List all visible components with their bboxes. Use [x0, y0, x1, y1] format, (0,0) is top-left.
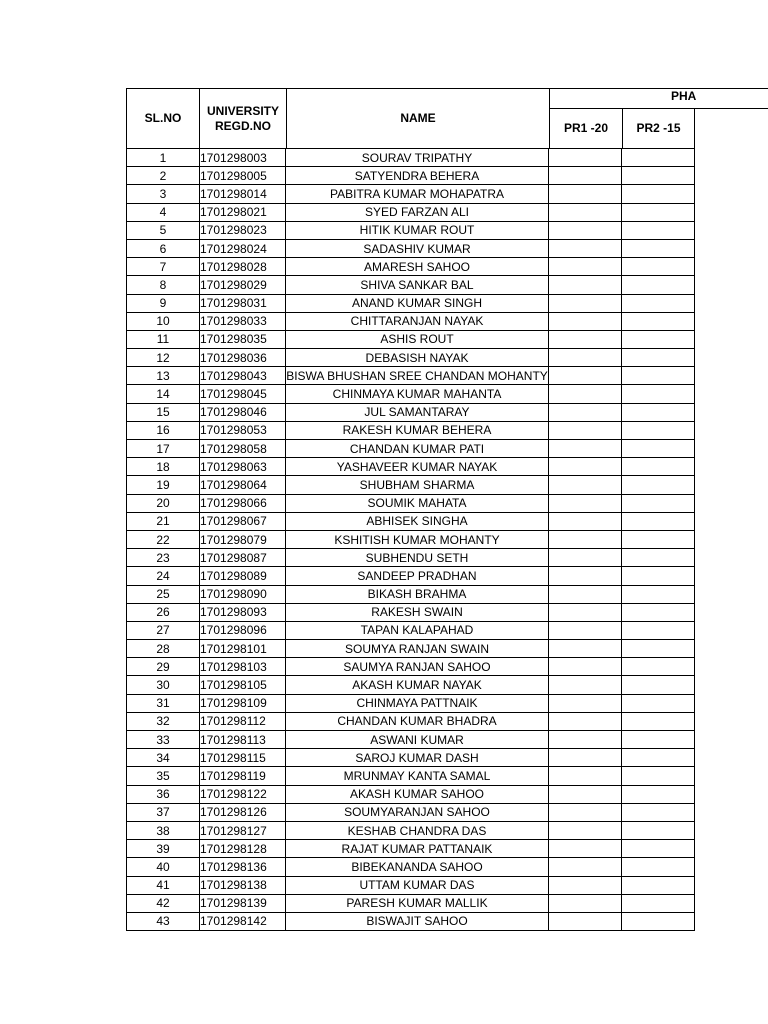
cell-sl-no: 20 [127, 494, 200, 512]
cell-name: SHIVA SANKAR BAL [286, 276, 549, 294]
cell-sl-no: 32 [127, 712, 200, 730]
table-row [127, 221, 695, 239]
table-row [127, 312, 695, 330]
cell-pr1-mark [549, 185, 622, 203]
cell-name: CHINMAYA KUMAR MAHANTA [286, 385, 549, 403]
table-row [127, 694, 695, 712]
header-pr2-label: PR2 -15 [636, 121, 681, 135]
cell-pr2-mark [622, 367, 695, 385]
cell-name: ABHISEK SINGHA [286, 512, 549, 530]
table-row [127, 276, 695, 294]
cell-sl-no: 40 [127, 858, 200, 876]
cell-pr1-mark [549, 276, 622, 294]
cell-sl-no: 28 [127, 640, 200, 658]
cell-pr2-mark [622, 803, 695, 821]
cell-sl-no: 5 [127, 221, 200, 239]
cell-pr1-mark [549, 621, 622, 639]
cell-name: BIBEKANANDA SAHOO [286, 858, 549, 876]
cell-pr2-mark [622, 294, 695, 312]
table-row [127, 821, 695, 839]
cell-pr2-mark [622, 858, 695, 876]
cell-sl-no: 25 [127, 585, 200, 603]
cell-regd-no: 1701298033 [200, 312, 286, 330]
cell-sl-no: 12 [127, 349, 200, 367]
cell-regd-no: 1701298113 [200, 731, 286, 749]
cell-pr2-mark [622, 221, 695, 239]
cell-sl-no: 23 [127, 549, 200, 567]
cell-regd-no: 1701298090 [200, 585, 286, 603]
cell-pr1-mark [549, 894, 622, 912]
cell-pr2-mark [622, 458, 695, 476]
cell-sl-no: 7 [127, 258, 200, 276]
cell-pr1-mark [549, 785, 622, 803]
table-row [127, 294, 695, 312]
cell-pr1-mark [549, 530, 622, 548]
cell-sl-no: 6 [127, 239, 200, 257]
cell-sl-no: 10 [127, 312, 200, 330]
cell-pr1-mark [549, 712, 622, 730]
cell-sl-no: 30 [127, 676, 200, 694]
cell-regd-no: 1701298139 [200, 894, 286, 912]
cell-pr1-mark [549, 840, 622, 858]
cell-pr2-mark [622, 149, 695, 167]
cell-name: RAJAT KUMAR PATTANAIK [286, 840, 549, 858]
cell-regd-no: 1701298021 [200, 203, 286, 221]
cell-pr2-mark [622, 603, 695, 621]
table-row [127, 603, 695, 621]
cell-name: SADASHIV KUMAR [286, 239, 549, 257]
header-phase-label: PHA [671, 89, 697, 103]
cell-sl-no: 42 [127, 894, 200, 912]
cell-name: TAPAN KALAPAHAD [286, 621, 549, 639]
cell-name: KESHAB CHANDRA DAS [286, 821, 549, 839]
cell-sl-no: 31 [127, 694, 200, 712]
cell-pr2-mark [622, 785, 695, 803]
table-row [127, 840, 695, 858]
header-pr1 [549, 108, 623, 149]
cell-name: SHUBHAM SHARMA [286, 476, 549, 494]
cell-name: ANAND KUMAR SINGH [286, 294, 549, 312]
cell-sl-no: 29 [127, 658, 200, 676]
cell-name: CHANDAN KUMAR BHADRA [286, 712, 549, 730]
cell-pr1-mark [549, 203, 622, 221]
cell-name: BIKASH BRAHMA [286, 585, 549, 603]
cell-name: SANDEEP PRADHAN [286, 567, 549, 585]
cell-regd-no: 1701298024 [200, 239, 286, 257]
cell-pr2-mark [622, 185, 695, 203]
cell-regd-no: 1701298053 [200, 421, 286, 439]
student-table-body [127, 149, 695, 931]
cell-regd-no: 1701298028 [200, 258, 286, 276]
cell-regd-no: 1701298079 [200, 530, 286, 548]
cell-pr1-mark [549, 476, 622, 494]
cell-name: PARESH KUMAR MALLIK [286, 894, 549, 912]
cell-regd-no: 1701298136 [200, 858, 286, 876]
cell-name: JUL SAMANTARAY [286, 403, 549, 421]
cell-pr1-mark [549, 167, 622, 185]
cell-sl-no: 26 [127, 603, 200, 621]
table-row [127, 731, 695, 749]
cell-name: AMARESH SAHOO [286, 258, 549, 276]
cell-regd-no: 1701298096 [200, 621, 286, 639]
cell-pr1-mark [549, 821, 622, 839]
cell-sl-no: 22 [127, 530, 200, 548]
cell-regd-no: 1701298063 [200, 458, 286, 476]
cell-regd-no: 1701298087 [200, 549, 286, 567]
cell-pr2-mark [622, 258, 695, 276]
cell-name: YASHAVEER KUMAR NAYAK [286, 458, 549, 476]
cell-name: SOURAV TRIPATHY [286, 149, 549, 167]
cell-pr2-mark [622, 876, 695, 894]
cell-pr2-mark [622, 440, 695, 458]
table-row [127, 403, 695, 421]
table-row [127, 912, 695, 930]
cell-name: BISWAJIT SAHOO [286, 912, 549, 930]
cell-pr2-mark [622, 239, 695, 257]
cell-pr2-mark [622, 330, 695, 348]
cell-pr1-mark [549, 876, 622, 894]
table-row [127, 785, 695, 803]
table-row [127, 367, 695, 385]
cell-pr1-mark [549, 149, 622, 167]
cell-pr2-mark [622, 894, 695, 912]
cell-regd-no: 1701298138 [200, 876, 286, 894]
cell-regd-no: 1701298064 [200, 476, 286, 494]
cell-pr2-mark [622, 203, 695, 221]
table-row [127, 330, 695, 348]
header-slno [126, 88, 200, 149]
table-row [127, 621, 695, 639]
cell-pr1-mark [549, 294, 622, 312]
cell-pr1-mark [549, 658, 622, 676]
cell-pr2-mark [622, 167, 695, 185]
cell-regd-no: 1701298029 [200, 276, 286, 294]
table-row [127, 676, 695, 694]
cell-name: CHINMAYA PATTNAIK [286, 694, 549, 712]
cell-sl-no: 38 [127, 821, 200, 839]
cell-sl-no: 33 [127, 731, 200, 749]
cell-pr2-mark [622, 567, 695, 585]
cell-name: RAKESH KUMAR BEHERA [286, 421, 549, 439]
cell-regd-no: 1701298103 [200, 658, 286, 676]
cell-regd-no: 1701298031 [200, 294, 286, 312]
table-row [127, 803, 695, 821]
cell-regd-no: 1701298109 [200, 694, 286, 712]
table-row [127, 530, 695, 548]
cell-pr2-mark [622, 585, 695, 603]
cell-name: BISWA BHUSHAN SREE CHANDAN MOHANTY [286, 367, 549, 385]
cell-regd-no: 1701298119 [200, 767, 286, 785]
cell-pr2-mark [622, 530, 695, 548]
cell-sl-no: 17 [127, 440, 200, 458]
cell-regd-no: 1701298067 [200, 512, 286, 530]
cell-sl-no: 36 [127, 785, 200, 803]
cell-regd-no: 1701298112 [200, 712, 286, 730]
cell-regd-no: 1701298014 [200, 185, 286, 203]
cell-name: ASWANI KUMAR [286, 731, 549, 749]
cell-pr2-mark [622, 476, 695, 494]
cell-pr2-mark [622, 731, 695, 749]
cell-pr2-mark [622, 658, 695, 676]
cell-pr1-mark [549, 367, 622, 385]
header-name [286, 88, 550, 149]
cell-sl-no: 9 [127, 294, 200, 312]
table-row [127, 440, 695, 458]
cell-name: MRUNMAY KANTA SAMAL [286, 767, 549, 785]
cell-pr2-mark [622, 385, 695, 403]
cell-sl-no: 37 [127, 803, 200, 821]
cell-pr2-mark [622, 640, 695, 658]
cell-regd-no: 1701298093 [200, 603, 286, 621]
cell-regd-no: 1701298115 [200, 749, 286, 767]
table-row [127, 512, 695, 530]
cell-pr1-mark [549, 731, 622, 749]
cell-regd-no: 1701298128 [200, 840, 286, 858]
cell-name: DEBASISH NAYAK [286, 349, 549, 367]
cell-sl-no: 19 [127, 476, 200, 494]
cell-pr1-mark [549, 512, 622, 530]
table-row [127, 239, 695, 257]
cell-name: UTTAM KUMAR DAS [286, 876, 549, 894]
table-row [127, 712, 695, 730]
cell-regd-no: 1701298122 [200, 785, 286, 803]
cell-pr1-mark [549, 312, 622, 330]
cell-pr1-mark [549, 385, 622, 403]
cell-name: AKASH KUMAR SAHOO [286, 785, 549, 803]
cell-pr2-mark [622, 767, 695, 785]
table-row [127, 421, 695, 439]
header-regd-label: UNIVERSITY REGD.NO [206, 103, 279, 133]
cell-pr1-mark [549, 749, 622, 767]
table-row [127, 185, 695, 203]
cell-regd-no: 1701298043 [200, 367, 286, 385]
cell-sl-no: 39 [127, 840, 200, 858]
cell-name: SUBHENDU SETH [286, 549, 549, 567]
cell-sl-no: 34 [127, 749, 200, 767]
cell-pr1-mark [549, 640, 622, 658]
cell-pr1-mark [549, 458, 622, 476]
cell-pr1-mark [549, 349, 622, 367]
cell-sl-no: 43 [127, 912, 200, 930]
table-row [127, 658, 695, 676]
cell-pr1-mark [549, 912, 622, 930]
table-row [127, 149, 695, 167]
cell-sl-no: 1 [127, 149, 200, 167]
cell-pr1-mark [549, 803, 622, 821]
table-row [127, 567, 695, 585]
header-regd [199, 88, 287, 149]
cell-regd-no: 1701298046 [200, 403, 286, 421]
cell-regd-no: 1701298036 [200, 349, 286, 367]
table-row [127, 549, 695, 567]
cell-regd-no: 1701298127 [200, 821, 286, 839]
header-slno-label: SL.NO [144, 111, 182, 125]
cell-pr1-mark [549, 440, 622, 458]
cell-pr2-mark [622, 676, 695, 694]
table-row [127, 767, 695, 785]
table-row [127, 858, 695, 876]
cell-pr1-mark [549, 549, 622, 567]
cell-pr1-mark [549, 676, 622, 694]
cell-name: KSHITISH KUMAR MOHANTY [286, 530, 549, 548]
cell-regd-no: 1701298003 [200, 149, 286, 167]
header-pr2 [622, 108, 695, 149]
table-row [127, 458, 695, 476]
cell-pr1-mark [549, 330, 622, 348]
table-row [127, 167, 695, 185]
cell-sl-no: 24 [127, 567, 200, 585]
cell-regd-no: 1701298005 [200, 167, 286, 185]
cell-pr2-mark [622, 312, 695, 330]
cell-sl-no: 27 [127, 621, 200, 639]
cell-name: SAUMYA RANJAN SAHOO [286, 658, 549, 676]
cell-name: CHITTARANJAN NAYAK [286, 312, 549, 330]
cell-sl-no: 21 [127, 512, 200, 530]
cell-pr1-mark [549, 258, 622, 276]
cell-sl-no: 18 [127, 458, 200, 476]
cell-sl-no: 41 [127, 876, 200, 894]
header-phase-group [549, 88, 768, 109]
table-row [127, 749, 695, 767]
cell-sl-no: 15 [127, 403, 200, 421]
cell-regd-no: 1701298101 [200, 640, 286, 658]
cell-pr2-mark [622, 512, 695, 530]
cell-name: AKASH KUMAR NAYAK [286, 676, 549, 694]
cell-name: SOUMYARANJAN SAHOO [286, 803, 549, 821]
table-row [127, 585, 695, 603]
table-row [127, 258, 695, 276]
cell-name: SAROJ KUMAR DASH [286, 749, 549, 767]
cell-regd-no: 1701298045 [200, 385, 286, 403]
cell-name: SOUMIK MAHATA [286, 494, 549, 512]
cell-pr1-mark [549, 221, 622, 239]
cell-regd-no: 1701298089 [200, 567, 286, 585]
cell-pr1-mark [549, 767, 622, 785]
cell-pr2-mark [622, 694, 695, 712]
cell-pr1-mark [549, 567, 622, 585]
cell-pr1-mark [549, 421, 622, 439]
cell-regd-no: 1701298142 [200, 912, 286, 930]
header-pr1-label: PR1 -20 [563, 121, 609, 135]
cell-pr2-mark [622, 421, 695, 439]
table-row [127, 349, 695, 367]
header-name-label: NAME [400, 111, 436, 125]
cell-pr2-mark [622, 276, 695, 294]
cell-pr1-mark [549, 603, 622, 621]
cell-pr1-mark [549, 403, 622, 421]
table-row [127, 640, 695, 658]
cell-sl-no: 2 [127, 167, 200, 185]
cell-name: SYED FARZAN ALI [286, 203, 549, 221]
cell-sl-no: 13 [127, 367, 200, 385]
cell-pr2-mark [622, 403, 695, 421]
cell-sl-no: 14 [127, 385, 200, 403]
cell-pr2-mark [622, 494, 695, 512]
student-table [126, 148, 695, 931]
table-row [127, 494, 695, 512]
cell-pr2-mark [622, 621, 695, 639]
cell-pr1-mark [549, 494, 622, 512]
cell-pr1-mark [549, 858, 622, 876]
table-row [127, 203, 695, 221]
cell-name: ASHIS ROUT [286, 330, 549, 348]
cell-name: RAKESH SWAIN [286, 603, 549, 621]
table-row [127, 385, 695, 403]
table-row [127, 876, 695, 894]
table-row [127, 894, 695, 912]
cell-name: SOUMYA RANJAN SWAIN [286, 640, 549, 658]
cell-sl-no: 3 [127, 185, 200, 203]
cell-pr1-mark [549, 585, 622, 603]
cell-pr2-mark [622, 912, 695, 930]
cell-regd-no: 1701298023 [200, 221, 286, 239]
cell-regd-no: 1701298066 [200, 494, 286, 512]
cell-sl-no: 11 [127, 330, 200, 348]
cell-regd-no: 1701298058 [200, 440, 286, 458]
cell-regd-no: 1701298126 [200, 803, 286, 821]
cell-pr2-mark [622, 349, 695, 367]
table-row [127, 476, 695, 494]
cell-sl-no: 8 [127, 276, 200, 294]
cell-name: PABITRA KUMAR MOHAPATRA [286, 185, 549, 203]
cell-pr2-mark [622, 549, 695, 567]
cell-pr2-mark [622, 821, 695, 839]
cell-sl-no: 4 [127, 203, 200, 221]
cell-pr1-mark [549, 694, 622, 712]
cell-pr2-mark [622, 840, 695, 858]
cell-name: HITIK KUMAR ROUT [286, 221, 549, 239]
cell-pr2-mark [622, 749, 695, 767]
cell-pr1-mark [549, 239, 622, 257]
cell-sl-no: 16 [127, 421, 200, 439]
cell-sl-no: 35 [127, 767, 200, 785]
cell-name: CHANDAN KUMAR PATI [286, 440, 549, 458]
cell-regd-no: 1701298105 [200, 676, 286, 694]
cell-name: SATYENDRA BEHERA [286, 167, 549, 185]
cell-pr2-mark [622, 712, 695, 730]
cell-regd-no: 1701298035 [200, 330, 286, 348]
